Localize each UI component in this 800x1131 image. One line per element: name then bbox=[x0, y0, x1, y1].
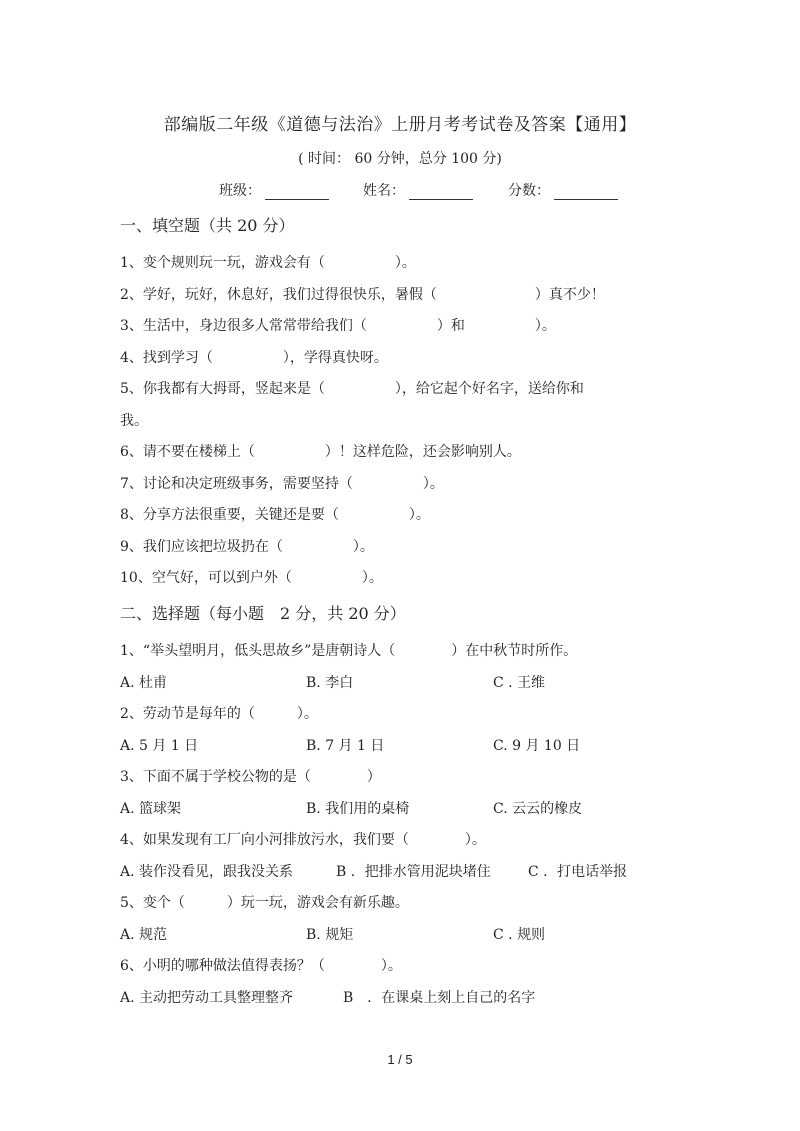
name-field bbox=[363, 180, 473, 200]
fill-question: 5、你我都有大拇哥，竖起来是（ ），给它起个好名字，送给你和 bbox=[120, 381, 584, 397]
fill-question: 9、我们应该把垃圾扔在（ ）。 bbox=[120, 539, 374, 555]
name-label: 姓名： bbox=[363, 183, 405, 199]
section-fill-blank-heading: 一、填空题（共 20 分） bbox=[120, 216, 295, 235]
choice-question-3: 3、下面不属于学校公物的是（ ） bbox=[120, 769, 381, 785]
choice-option-a[interactable]: A. 规范 bbox=[120, 927, 168, 943]
choice-option-a[interactable]: A. 杜甫 bbox=[120, 675, 168, 691]
choice-option-c[interactable]: C . 王维 bbox=[493, 675, 546, 691]
fill-question: 6、请不要在楼梯上（ ）！这样危险，还会影响别人。 bbox=[120, 444, 521, 460]
score-field bbox=[508, 180, 618, 200]
fill-question: 2、学好，玩好，休息好，我们过得很快乐，暑假（ ）真不少！ bbox=[120, 287, 605, 303]
fill-question: 我。 bbox=[120, 413, 148, 429]
choice-option-b[interactable]: B. 规矩 bbox=[306, 927, 354, 943]
choice-option-a[interactable]: A. 篮球架 bbox=[120, 801, 182, 817]
fill-question: 1、变个规则玩一玩，游戏会有（ ）。 bbox=[120, 255, 416, 271]
choice-option-b[interactable]: B. 李白 bbox=[306, 675, 354, 691]
score-label: 分数： bbox=[508, 183, 550, 199]
name-blank[interactable] bbox=[409, 185, 473, 200]
class-field bbox=[219, 180, 329, 200]
choice-question-1: 1、“举头望明月，低头思故乡”是唐朝诗人（ ）在中秋节时所作。 bbox=[120, 643, 578, 659]
fill-question: 7、讨论和决定班级事务，需要坚持（ ）。 bbox=[120, 476, 444, 492]
page-title: 部编版二年级《道德与法治》上册月考考试卷及答案【通用】 bbox=[163, 115, 637, 135]
choice-option-a[interactable]: A. 主动把劳动工具整理整齐 bbox=[120, 990, 294, 1006]
choice-option-c[interactable]: C. 云云的橡皮 bbox=[493, 801, 583, 817]
choice-question-4: 4、如果发现有工厂向小河排放污水，我们要（ ）。 bbox=[120, 832, 486, 848]
choice-option-b[interactable]: B. 我们用的桌椅 bbox=[306, 801, 410, 817]
choice-question-5: 5、变个（ ）玩一玩，游戏会有新乐趣。 bbox=[120, 895, 409, 911]
score-blank[interactable] bbox=[554, 185, 618, 200]
choice-option-c[interactable]: C ．打电话举报 bbox=[528, 864, 628, 880]
fill-question: 4、找到学习（ ），学得真快呀。 bbox=[120, 350, 388, 366]
section-choice-heading: 二、选择题（每小题 2 分，共 20 分） bbox=[120, 604, 406, 623]
choice-option-a[interactable]: A. 装作没看见，跟我没关系 bbox=[120, 864, 294, 880]
choice-option-b[interactable]: B ．在课桌上刻上自己的名字 bbox=[343, 990, 536, 1006]
choice-option-a[interactable]: A. 5 月 1 日 bbox=[120, 738, 199, 754]
exam-time-info: ( 时间： 60 分钟，总分 100 分) bbox=[298, 151, 502, 167]
class-label: 班级： bbox=[219, 183, 261, 199]
fill-question: 3、生活中，身边很多人常常带给我们（ ）和 ）。 bbox=[120, 318, 556, 334]
class-blank[interactable] bbox=[265, 185, 329, 200]
page-number: 1 / 5 bbox=[387, 1052, 413, 1067]
choice-option-c[interactable]: C. 9 月 10 日 bbox=[493, 738, 581, 754]
fill-question: 10、空气好，可以到户外（ ）。 bbox=[120, 570, 383, 586]
choice-question-2: 2、劳动节是每年的（ ）。 bbox=[120, 706, 318, 722]
choice-option-c[interactable]: C . 规则 bbox=[493, 927, 546, 943]
choice-option-b[interactable]: B ．把排水管用泥块堵住 bbox=[336, 864, 491, 880]
choice-question-6: 6、小明的哪种做法值得表扬？（ ）。 bbox=[120, 958, 402, 974]
fill-question: 8、分享方法很重要，关键还是要（ ）。 bbox=[120, 507, 430, 523]
choice-option-b[interactable]: B. 7 月 1 日 bbox=[306, 738, 385, 754]
